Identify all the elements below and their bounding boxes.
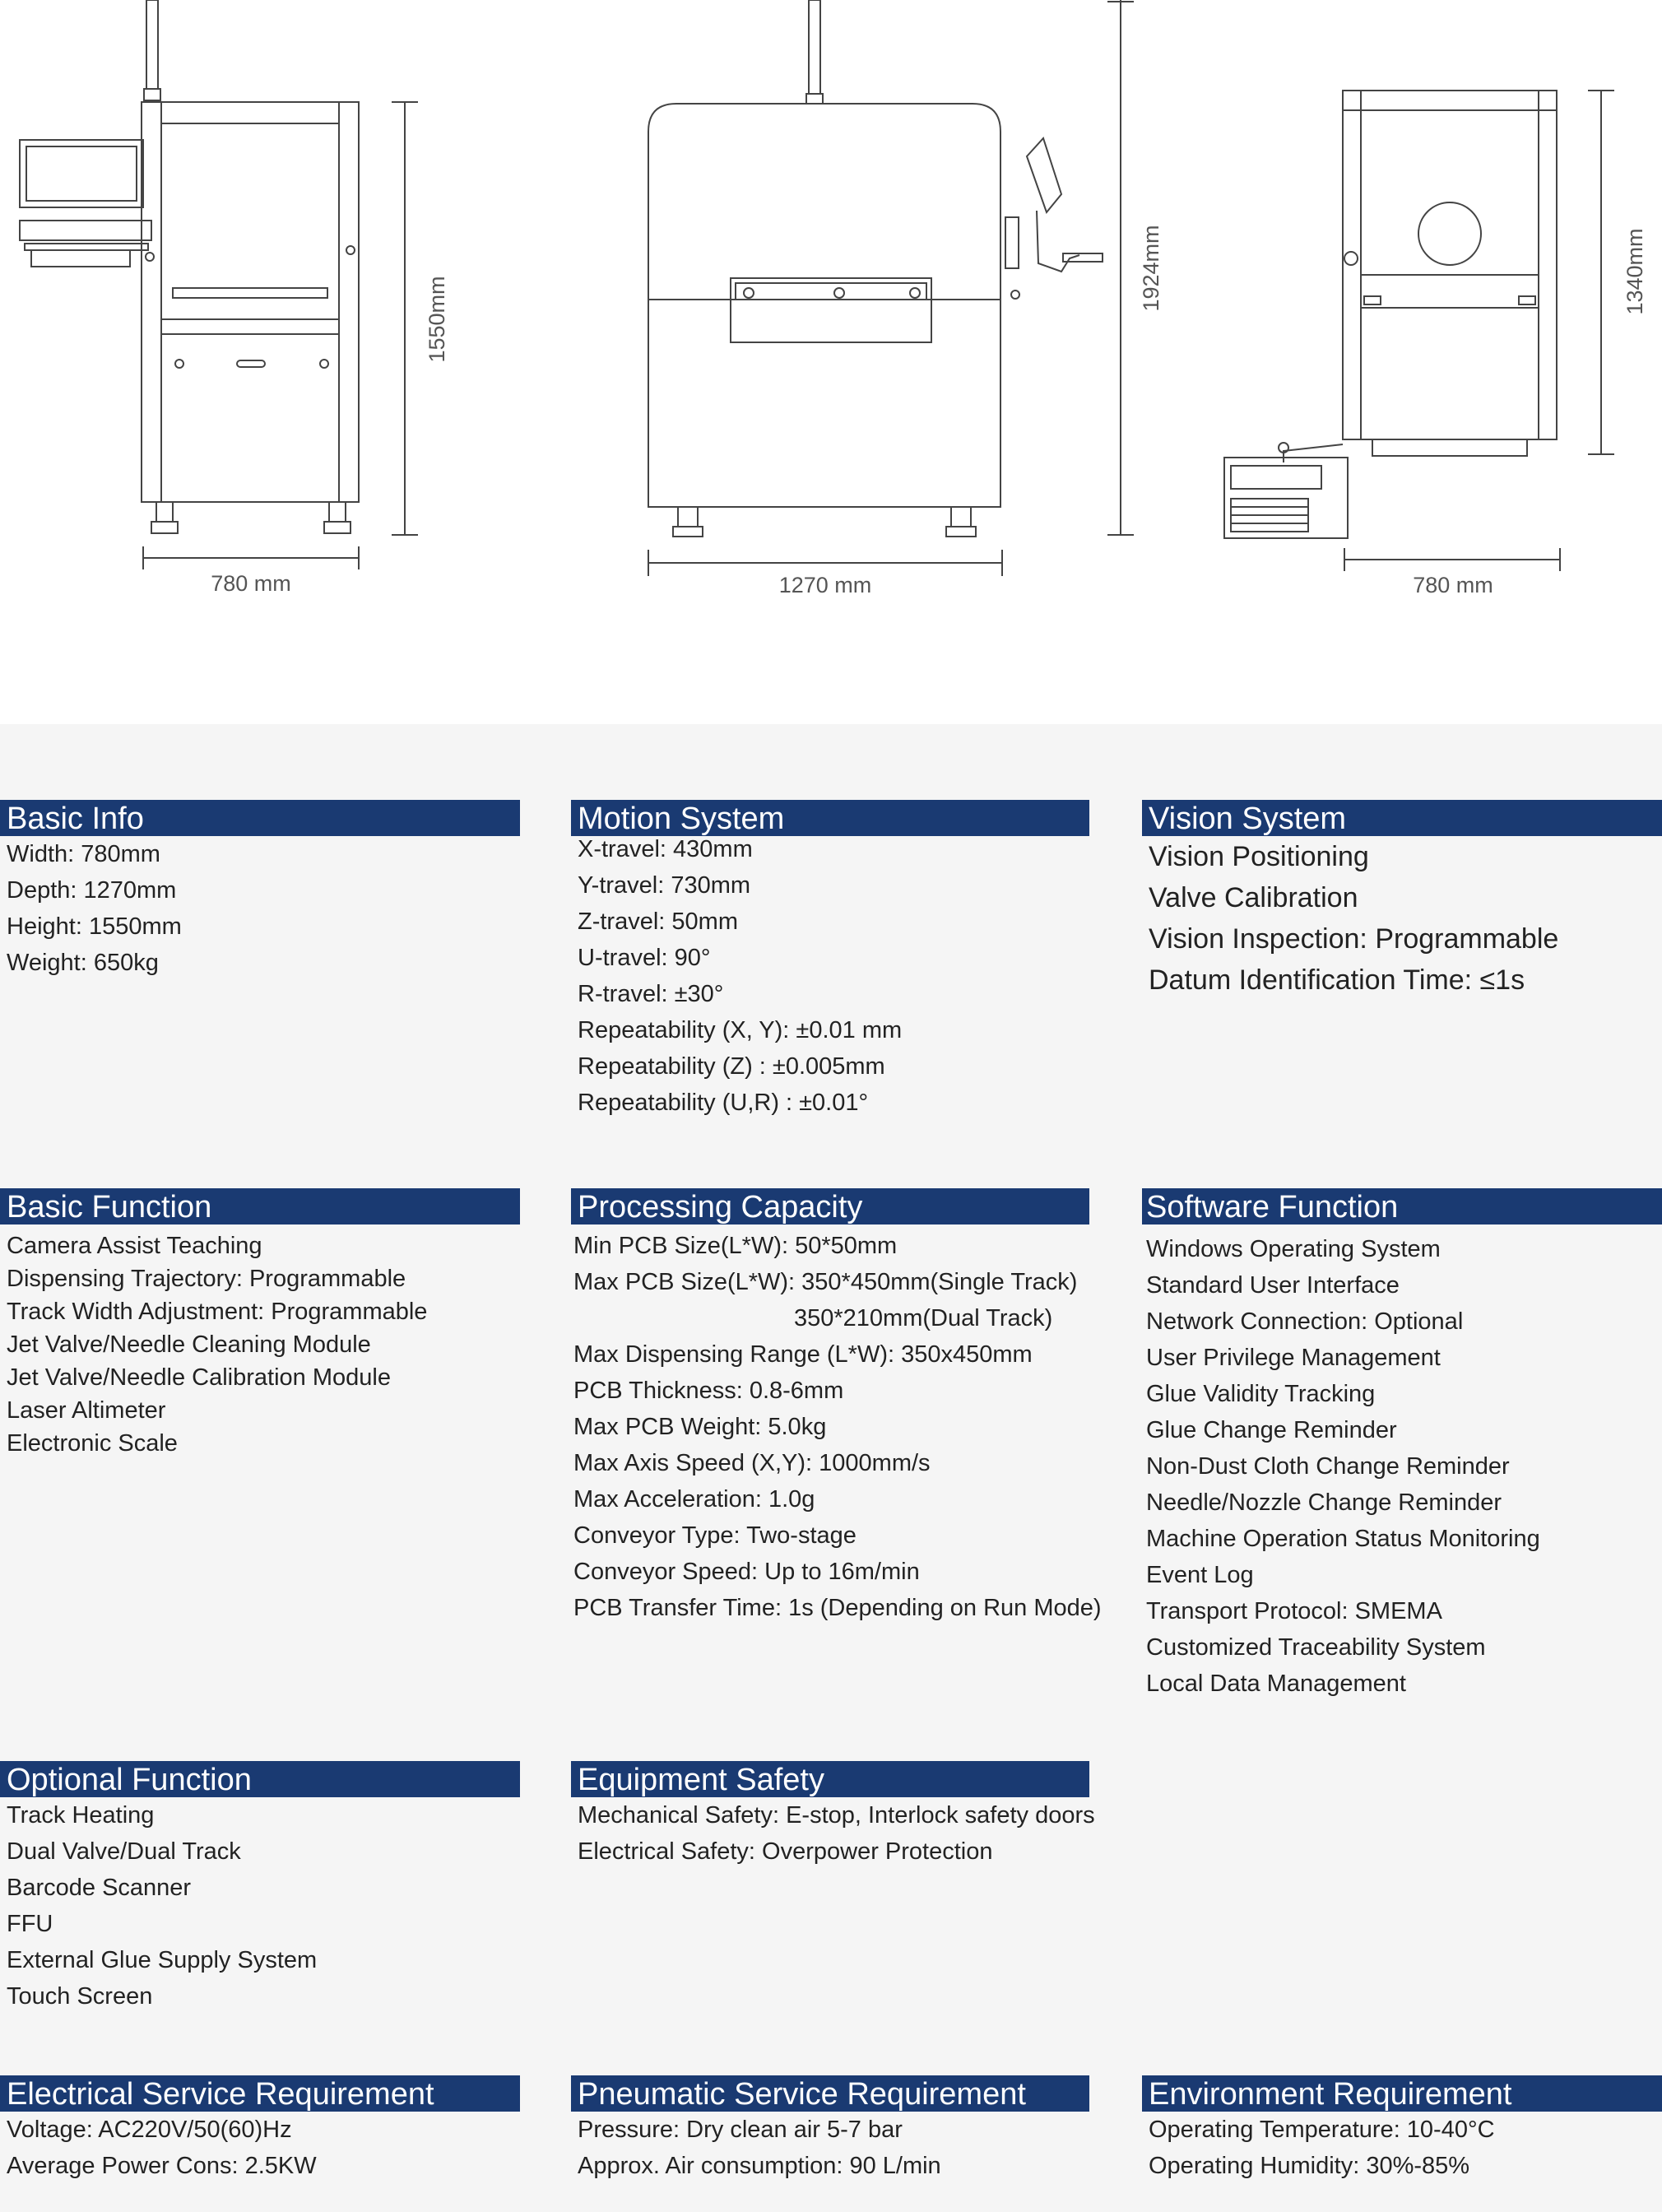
- spec-list: [571, 831, 1089, 1121]
- spec-list: [1142, 1231, 1662, 1702]
- list-item: Pressure: Dry clean air 5-7 bar: [578, 2117, 903, 2143]
- list-item: Glue Validity Tracking: [1146, 1381, 1376, 1407]
- list-item: Machine Operation Status Monitoring: [1146, 1526, 1540, 1552]
- section-equipment-safety: [571, 1761, 1095, 1870]
- section-title: Motion System: [571, 800, 1089, 836]
- list-item: Max Axis Speed (X,Y): 1000mm/s: [573, 1450, 931, 1476]
- list-item: FFU: [7, 1911, 53, 1937]
- list-item: Event Log: [1146, 1562, 1254, 1588]
- side-height-label: 1924mm: [1139, 225, 1163, 312]
- list-item: Laser Altimeter: [7, 1397, 166, 1424]
- section-motion-system: [571, 800, 1089, 1121]
- section-software-function: [1142, 1188, 1662, 1702]
- front-height-label: 1550mm: [425, 276, 449, 363]
- list-item: Track Heating: [7, 1802, 155, 1829]
- top-width-label: 780 mm: [1413, 573, 1493, 597]
- list-item: Max Acceleration: 1.0g: [573, 1486, 815, 1513]
- list-item: Conveyor Speed: Up to 16m/min: [573, 1559, 920, 1585]
- spec-list: [0, 836, 520, 981]
- list-item: Operating Humidity: 30%-85%: [1149, 2153, 1470, 2179]
- section-vision-system: [1142, 800, 1662, 1001]
- spec-list: [1142, 2112, 1662, 2184]
- section-title: Equipment Safety: [571, 1761, 1089, 1797]
- list-item: Vision Inspection: Programmable: [1149, 923, 1559, 955]
- section-basic-function: [0, 1188, 520, 1460]
- list-item: Vision Positioning: [1149, 841, 1369, 872]
- section-title: Vision System: [1142, 800, 1662, 836]
- section-processing-capacity: [571, 1188, 1102, 1626]
- section-electrical-service: [0, 2075, 520, 2184]
- spec-list: [0, 1797, 520, 2014]
- list-item: R-travel: ±30°: [578, 981, 724, 1007]
- list-item: Local Data Management: [1146, 1671, 1406, 1697]
- spec-list: [0, 1229, 520, 1460]
- list-item: Touch Screen: [7, 1983, 153, 2010]
- list-item: Max Dispensing Range (L*W): 350x450mm: [573, 1341, 1033, 1368]
- list-item: Track Width Adjustment: Programmable: [7, 1299, 428, 1325]
- section-title: Electrical Service Requirement: [0, 2075, 520, 2112]
- section-pneumatic-service: [571, 2075, 1089, 2184]
- list-item: Y-travel: 730mm: [578, 872, 751, 899]
- list-item: Electronic Scale: [7, 1430, 178, 1457]
- list-item: Depth: 1270mm: [7, 877, 177, 904]
- list-item: Conveyor Type: Two-stage: [573, 1522, 857, 1549]
- list-item: Standard User Interface: [1146, 1272, 1400, 1299]
- list-item: Average Power Cons: 2.5KW: [7, 2153, 317, 2179]
- top-view-drawing: [1224, 91, 1614, 571]
- section-optional-function: [0, 1761, 520, 2014]
- list-item: Valve Calibration: [1149, 882, 1358, 913]
- list-item: Z-travel: 50mm: [578, 908, 738, 935]
- list-item: Customized Traceability System: [1146, 1634, 1486, 1661]
- list-item: Electrical Safety: Overpower Protection: [578, 1838, 993, 1865]
- list-item: Repeatability (Z) : ±0.005mm: [578, 1053, 885, 1080]
- list-item: X-travel: 430mm: [578, 836, 753, 862]
- spec-list: [571, 2112, 1089, 2184]
- side-view-drawing: [648, 0, 1134, 576]
- list-item: Dual Valve/Dual Track: [7, 1838, 241, 1865]
- spec-list: [1142, 836, 1662, 1001]
- section-basic-info: [0, 800, 520, 981]
- list-item: Repeatability (X, Y): ±0.01 mm: [578, 1017, 903, 1043]
- list-item: Glue Change Reminder: [1146, 1417, 1397, 1443]
- list-item: Jet Valve/Needle Calibration Module: [7, 1364, 391, 1391]
- side-width-label: 1270 mm: [778, 573, 872, 597]
- list-item: Transport Protocol: SMEMA: [1146, 1598, 1442, 1624]
- spec-list: [571, 1228, 1102, 1626]
- list-item: Voltage: AC220V/50(60)Hz: [7, 2117, 292, 2143]
- list-item: Dispensing Trajectory: Programmable: [7, 1266, 406, 1292]
- list-item: Weight: 650kg: [7, 950, 159, 976]
- section-title: Pneumatic Service Requirement: [571, 2075, 1089, 2112]
- section-title: Processing Capacity: [571, 1188, 1089, 1224]
- list-item: Mechanical Safety: E-stop, Interlock safety doors: [578, 1802, 1095, 1829]
- front-view-drawing: [20, 0, 418, 569]
- section-title: Basic Info: [0, 800, 520, 836]
- list-item: Max PCB Size(L*W): 350*450mm(Single Track): [573, 1269, 1078, 1295]
- list-item: External Glue Supply System: [7, 1947, 318, 1973]
- spec-list: [571, 1797, 1095, 1870]
- list-item: 350*210mm(Dual Track): [794, 1305, 1053, 1331]
- section-title: Environment Requirement: [1142, 2075, 1662, 2112]
- list-item: Windows Operating System: [1146, 1236, 1441, 1262]
- spec-list: [0, 2112, 520, 2184]
- section-title: Software Function: [1142, 1188, 1662, 1224]
- section-title: Basic Function: [0, 1188, 520, 1224]
- list-item: PCB Thickness: 0.8-6mm: [573, 1378, 844, 1404]
- list-item: User Privilege Management: [1146, 1345, 1441, 1371]
- list-item: Width: 780mm: [7, 841, 160, 867]
- list-item: Operating Temperature: 10-40°C: [1149, 2117, 1495, 2143]
- list-item: PCB Transfer Time: 1s (Depending on Run Mode): [573, 1595, 1102, 1621]
- list-item: U-travel: 90°: [578, 945, 711, 971]
- list-item: Datum Identification Time: ≤1s: [1149, 964, 1525, 996]
- front-width-label: 780 mm: [211, 571, 291, 596]
- technical-drawings: [0, 0, 1662, 724]
- list-item: Height: 1550mm: [7, 913, 182, 940]
- section-title: Optional Function: [0, 1761, 520, 1797]
- list-item: Non-Dust Cloth Change Reminder: [1146, 1453, 1510, 1480]
- list-item: Barcode Scanner: [7, 1875, 192, 1901]
- list-item: Camera Assist Teaching: [7, 1233, 262, 1259]
- list-item: Needle/Nozzle Change Reminder: [1146, 1489, 1502, 1516]
- list-item: Min PCB Size(L*W): 50*50mm: [573, 1233, 898, 1259]
- section-environment: [1142, 2075, 1662, 2184]
- top-height-label: 1340mm: [1623, 228, 1647, 315]
- list-item: Network Connection: Optional: [1146, 1308, 1464, 1335]
- list-item: Repeatability (U,R) : ±0.01°: [578, 1090, 869, 1116]
- list-item: Approx. Air consumption: 90 L/min: [578, 2153, 941, 2179]
- list-item: Max PCB Weight: 5.0kg: [573, 1414, 827, 1440]
- list-item: Jet Valve/Needle Cleaning Module: [7, 1331, 371, 1358]
